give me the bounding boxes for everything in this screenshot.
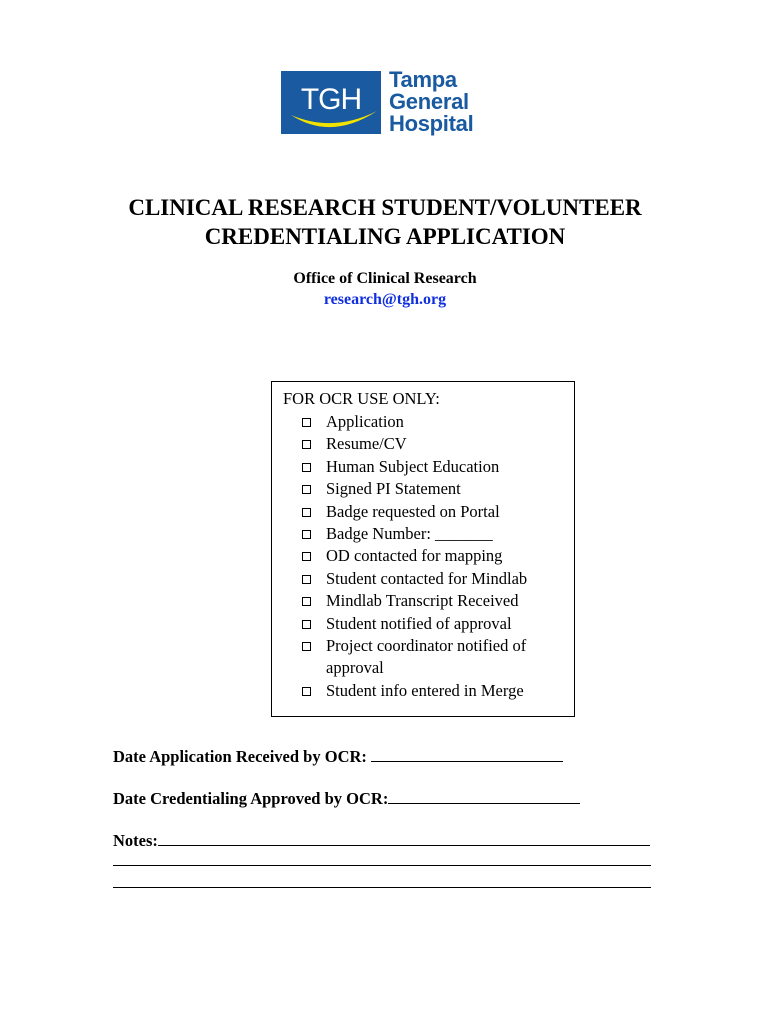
- checklist-item-label: Mindlab Transcript Received: [326, 591, 519, 611]
- logo-hospital-name: [389, 69, 473, 135]
- tgh-logo-mark: [281, 71, 381, 134]
- checklist-item-label: Badge Number: _______: [326, 524, 493, 544]
- page-title: [0, 193, 770, 251]
- checklist-item-label: Project coordinator notified of approval: [326, 636, 527, 678]
- checklist-item: [302, 613, 556, 635]
- ocr-checklist: [302, 411, 556, 702]
- checkbox[interactable]: [302, 508, 311, 517]
- logo-name-line-1: Tampa: [389, 67, 457, 92]
- checklist-item: [302, 635, 556, 680]
- title-line-2: CREDENTIALING APPLICATION: [204, 224, 566, 249]
- checklist-item-label: Signed PI Statement: [326, 479, 461, 499]
- notes-field: [113, 830, 650, 851]
- checklist-item-label: Student notified of approval: [326, 613, 512, 633]
- checkbox[interactable]: [302, 485, 311, 494]
- date-received-input[interactable]: [371, 746, 563, 762]
- checklist-item: [302, 523, 556, 545]
- checkbox[interactable]: [302, 530, 311, 539]
- checkbox[interactable]: [302, 687, 311, 696]
- tgh-logo: [281, 67, 491, 137]
- date-received-label: Date Application Received by OCR:: [113, 747, 367, 766]
- ocr-use-only-box: [271, 381, 575, 717]
- checklist-item: [302, 568, 556, 590]
- checklist-item-label: Student info entered in Merge: [326, 680, 524, 700]
- date-approved-field: [113, 788, 580, 809]
- checklist-item: [302, 433, 556, 455]
- checklist-item: [302, 501, 556, 523]
- checklist-item-label: Human Subject Education: [326, 456, 500, 476]
- date-approved-label: Date Credentialing Approved by OCR:: [113, 789, 389, 808]
- logo-name-line-3: Hospital: [389, 111, 474, 136]
- checklist-item-label: Badge requested on Portal: [326, 501, 500, 521]
- ocr-box-heading: FOR OCR USE ONLY:: [283, 389, 440, 408]
- checkbox[interactable]: [302, 440, 311, 449]
- checklist-item-label: Application: [326, 412, 404, 431]
- checklist-item-label: OD contacted for mapping: [326, 546, 503, 566]
- checklist-item: [302, 680, 556, 702]
- logo-mark-text: TGH: [300, 83, 362, 116]
- tgh-swoosh-icon: [281, 71, 381, 134]
- notes-line[interactable]: [113, 887, 651, 888]
- notes-label: Notes:: [113, 831, 158, 850]
- notes-input[interactable]: [158, 830, 650, 846]
- checklist-item-label: Student contacted for Mindlab: [326, 568, 528, 588]
- checklist-item: [302, 456, 556, 478]
- checklist-item-label: Resume/CV: [326, 434, 407, 454]
- checklist-item: [302, 411, 556, 433]
- checklist-item: [302, 545, 556, 567]
- logo-name-line-2: General: [389, 89, 469, 114]
- notes-line[interactable]: [113, 865, 651, 866]
- office-name: Office of Clinical Research: [293, 270, 477, 287]
- checklist-item: [302, 590, 556, 612]
- checkbox[interactable]: [302, 418, 311, 427]
- date-received-field: [113, 746, 563, 767]
- date-approved-input[interactable]: [388, 788, 580, 804]
- checkbox[interactable]: [302, 642, 311, 651]
- contact-email-link[interactable]: research@tgh.org: [323, 291, 447, 308]
- checkbox[interactable]: [302, 597, 311, 606]
- checkbox[interactable]: [302, 620, 311, 629]
- checkbox[interactable]: [302, 575, 311, 584]
- checklist-item: [302, 478, 556, 500]
- checkbox[interactable]: [302, 552, 311, 561]
- checkbox[interactable]: [302, 463, 311, 472]
- title-line-1: CLINICAL RESEARCH STUDENT/VOLUNTEER: [128, 195, 642, 220]
